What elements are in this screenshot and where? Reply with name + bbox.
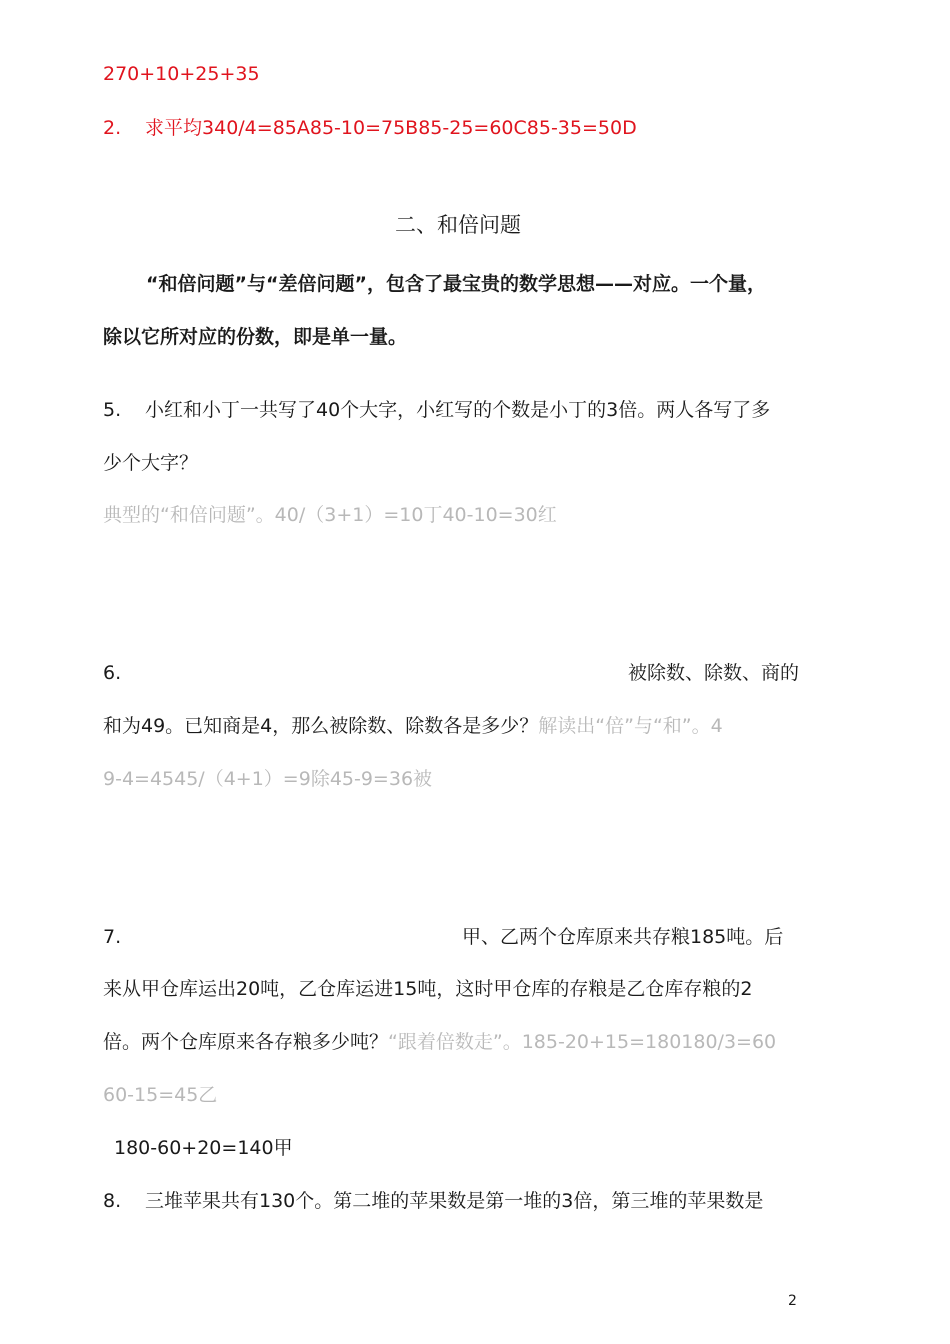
problem-7-answer-2: 60-15=45乙 bbox=[103, 1084, 218, 1106]
problem-5-line-2: 少个大字？ bbox=[103, 452, 199, 474]
problem-6-answer: 9-4=4545/（4+1）=9除45-9=36被 bbox=[103, 768, 433, 790]
section-intro-line-1: “和倍问题”与“差倍问题”，包含了最宝贵的数学思想——对应。一个量， bbox=[146, 273, 766, 295]
answer-calc: 340/4=85A85-10=75B85-25=60C85-35=50D bbox=[202, 117, 637, 139]
problem-7-line-2: 来从甲仓库运出20吨，乙仓库运进15吨，这时甲仓库的存粮是乙仓库存粮的2 bbox=[103, 978, 753, 1000]
problem-text: 三堆苹果共有130个。第二堆的苹果数是第一堆的3倍，第三堆的苹果数是 bbox=[145, 1190, 764, 1212]
problem-6-line-2 bbox=[103, 714, 723, 738]
problem-6-line-1-tail: 被除数、除数、商的 bbox=[628, 662, 800, 684]
section-intro-line-2: 除以它所对应的份数，即是单一量。 bbox=[103, 326, 408, 348]
problem-text: 和为49。已知商是4，那么被除数、除数各是多少？ bbox=[103, 715, 539, 737]
problem-5-answer: 典型的“和倍问题”。40/（3+1）=10丁40-10=30红 bbox=[103, 504, 557, 526]
problem-7-answer-start: “跟着倍数走”。185-20+15=180180/3=60 bbox=[388, 1031, 777, 1053]
problem-text: 小红和小丁一共写了40个大字，小红写的个数是小丁的3倍。两人各写了多 bbox=[145, 399, 771, 421]
page-number: 2 bbox=[788, 1293, 797, 1309]
item-number: 2. bbox=[103, 117, 122, 139]
problem-number: 5. bbox=[103, 399, 122, 421]
problem-7-line-1-tail: 甲、乙两个仓库原来共存粮185吨。后 bbox=[462, 926, 784, 948]
problem-5-line-1 bbox=[103, 398, 770, 422]
answer-label: 求平均 bbox=[145, 117, 203, 139]
problem-6-answer-start: 解读出“倍”与“和”。4 bbox=[538, 715, 723, 737]
answer-line-sum bbox=[103, 62, 260, 86]
problem-8-line-1 bbox=[103, 1189, 763, 1213]
problem-6-number: 6. bbox=[103, 662, 122, 684]
problem-7-answer-3: 180-60+20=140甲 bbox=[114, 1137, 293, 1159]
section-title: 二、和倍问题 bbox=[395, 213, 521, 237]
answer-item-2 bbox=[103, 116, 637, 140]
problem-7-number: 7. bbox=[103, 926, 122, 948]
answer-sum-text: 270+10+25+35 bbox=[103, 63, 260, 85]
problem-text: 倍。两个仓库原来各存粮多少吨？ bbox=[103, 1031, 389, 1053]
problem-number: 8. bbox=[103, 1190, 122, 1212]
problem-7-line-3 bbox=[103, 1030, 776, 1054]
